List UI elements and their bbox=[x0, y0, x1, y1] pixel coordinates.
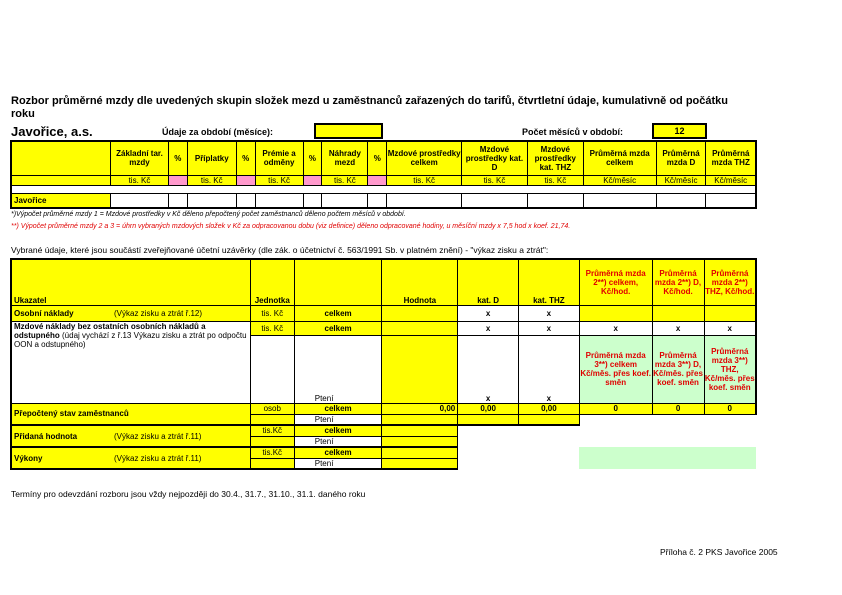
unit-cell: tis. Kč bbox=[387, 175, 462, 185]
data-cell[interactable] bbox=[111, 193, 169, 208]
header-hodnota: Hodnota bbox=[382, 259, 458, 305]
value-cell: 0 bbox=[704, 403, 756, 414]
row-label bbox=[11, 305, 250, 321]
data-cell[interactable] bbox=[462, 193, 528, 208]
header-cell: Základní tar. mzdy bbox=[111, 141, 169, 175]
header-cell: Průměrná mzda celkem bbox=[583, 141, 656, 175]
table-row bbox=[11, 193, 756, 208]
units-row bbox=[11, 175, 756, 185]
header-pm2-celkem: Průměrná mzda 2**) celkem, Kč/hod. bbox=[579, 259, 652, 305]
data-cell[interactable] bbox=[656, 193, 706, 208]
unit-cell: Kč/měsíc bbox=[706, 175, 756, 185]
row-source: (Výkaz zisku a ztrát ř.11) bbox=[114, 453, 202, 463]
unit-cell: tis. Kč bbox=[255, 175, 303, 185]
table-header-row bbox=[11, 141, 756, 175]
header-kat-thz: kat. THZ bbox=[519, 259, 580, 305]
unit-cell: Kč/měsíc bbox=[583, 175, 656, 185]
unit-cell: tis. Kč bbox=[187, 175, 236, 185]
page-title: Rozbor průměrné mzdy dle uvedených skupin složek mezd u zaměstnanců zařazených do tarifů, čtvrtletní údaje, kumulativně od počátku roku bbox=[11, 95, 728, 120]
terms-note: Termíny pro odevzdání rozboru jsou vždy nejpozději do 30.4., 31.7., 31.10., 31.1. daného roku bbox=[11, 489, 366, 499]
header-kat-d: kat. D bbox=[458, 259, 519, 305]
value-cell: 0 bbox=[579, 403, 652, 414]
data-cell[interactable] bbox=[382, 305, 458, 321]
header-pm2-thz: Průměrná mzda 2**) THZ, Kč/hod. bbox=[704, 259, 756, 305]
ptení-label: Ptení bbox=[294, 335, 382, 403]
unit-cell: tis. Kč bbox=[111, 175, 169, 185]
header-cell: % bbox=[168, 141, 187, 175]
row-mzdove: Mzdové náklady bez ostatních osobních nákladů a odstupného bbox=[14, 321, 206, 340]
header-ukazatel: Ukazatel bbox=[11, 259, 250, 305]
unit-cell: tis.Kč bbox=[250, 425, 294, 436]
header-cell: Mzdové prostředky kat. D bbox=[462, 141, 528, 175]
celkem-label: celkem bbox=[294, 321, 382, 335]
note-1: *)Výpočet průměrné mzdy 1 = Mzdové prostředky v Kč děleno přepočtený počet zaměstnanců děleno počtem měsíců v období. bbox=[11, 211, 406, 218]
unit-cell: tis. Kč bbox=[250, 305, 294, 321]
row-pridana: Přidaná hodnota bbox=[14, 431, 78, 441]
table-row bbox=[11, 425, 756, 436]
header-cell: % bbox=[303, 141, 322, 175]
section-title: Vybrané údaje, které jsou součástí zveřejňované účetní uzávěrky (dle zák. o účetnictví č. 563/1991 Sb. v platném znění) - "výkaz zisku a ztrát": bbox=[11, 245, 549, 255]
row-source: (údaj vychází z ř.13 Výkazu zisku a ztrát po odpočtu OON a odstupného) bbox=[14, 330, 247, 349]
x-mark: x bbox=[704, 321, 756, 335]
header-cell: Náhrady mezd bbox=[322, 141, 368, 175]
table-header-row bbox=[11, 259, 756, 305]
ptení-label: Ptení bbox=[294, 458, 382, 469]
x-mark: x bbox=[519, 321, 580, 335]
spacer-row bbox=[11, 185, 756, 193]
header-pm2-d: Průměrná mzda 2**) D, Kč/hod. bbox=[652, 259, 704, 305]
x-mark: x bbox=[519, 335, 580, 403]
pm3-thz: Průměrná mzda 3**) THZ, Kč/měs. přes koef. směn bbox=[704, 335, 756, 403]
header-cell: Průměrná mzda D bbox=[656, 141, 706, 175]
header-jednotka: Jednotka bbox=[250, 259, 294, 305]
header-cell: Mzdové prostředky kat. THZ bbox=[527, 141, 583, 175]
data-cell[interactable] bbox=[382, 458, 458, 469]
months-label: Počet měsíců v období: bbox=[522, 127, 624, 137]
row-prepocteny: Přepočtený stav zaměstnanců bbox=[11, 403, 250, 425]
company-name: Javořice, a.s. bbox=[11, 124, 93, 139]
green-block bbox=[579, 447, 756, 469]
unit-cell: tis.Kč bbox=[250, 447, 294, 458]
value-cell[interactable]: 0,00 bbox=[382, 403, 458, 414]
row-label: Javořice bbox=[11, 193, 111, 208]
data-cell[interactable] bbox=[527, 193, 583, 208]
data-cell[interactable] bbox=[583, 193, 656, 208]
unit-cell: Kč/měsíc bbox=[656, 175, 706, 185]
pm3-celkem: Průměrná mzda 3**) celkem Kč/měs. přes koef. směn bbox=[579, 335, 652, 403]
row-source: (Výkaz zisku a ztrát ř.12) bbox=[114, 308, 203, 318]
x-mark: x bbox=[458, 321, 519, 335]
value-cell[interactable]: 0,00 bbox=[519, 403, 580, 414]
data-cell[interactable] bbox=[382, 436, 458, 447]
footer-note: Příloha č. 2 PKS Javořice 2005 bbox=[660, 547, 778, 557]
unit-cell: tis. Kč bbox=[527, 175, 583, 185]
celkem-label: celkem bbox=[294, 425, 382, 436]
data-cell[interactable] bbox=[387, 193, 462, 208]
celkem-label: celkem bbox=[294, 403, 382, 414]
x-mark: x bbox=[458, 305, 519, 321]
data-cell[interactable] bbox=[382, 335, 458, 403]
data-cell[interactable] bbox=[382, 425, 458, 436]
value-cell: 0 bbox=[652, 403, 704, 414]
header-cell: % bbox=[368, 141, 387, 175]
period-input[interactable] bbox=[314, 123, 383, 139]
table-row bbox=[11, 305, 756, 321]
period-label: Údaje za období (měsíce): bbox=[162, 127, 274, 137]
unit-cell: tis. Kč bbox=[322, 175, 368, 185]
celkem-label: celkem bbox=[294, 447, 382, 458]
data-cell[interactable] bbox=[303, 193, 322, 208]
pm3-d: Průměrná mzda 3**) D, Kč/měs. přes koef. směn bbox=[652, 335, 704, 403]
unit-cell: tis. Kč bbox=[462, 175, 528, 185]
x-mark: x bbox=[519, 305, 580, 321]
row-vykony: Výkony bbox=[14, 453, 43, 463]
x-mark: x bbox=[458, 335, 519, 403]
data-cell[interactable] bbox=[382, 321, 458, 335]
data-cell[interactable] bbox=[382, 447, 458, 458]
data-cell[interactable] bbox=[706, 193, 756, 208]
table-row bbox=[11, 447, 756, 458]
header-cell: Příplatky bbox=[187, 141, 236, 175]
row-source: (Výkaz zisku a ztrát ř.11) bbox=[114, 431, 202, 441]
value-cell[interactable]: 0,00 bbox=[458, 403, 519, 414]
note-2: **) Výpočet průměrné mzdy 2 a 3 = úhrn vybraných mzdových složek v Kč za odpracovanou dobu (viz definice) děleno odpracované hodiny, u měsíční mzdy x 7,5 hod x koef. 21,74. bbox=[11, 223, 571, 230]
row-label bbox=[11, 321, 250, 403]
ptení-label: Ptení bbox=[294, 436, 382, 447]
data-cell[interactable] bbox=[236, 193, 255, 208]
unit-cell: osob bbox=[250, 403, 294, 414]
data-cell[interactable] bbox=[187, 193, 236, 208]
data-cell[interactable] bbox=[368, 193, 387, 208]
unit-cell: tis. Kč bbox=[250, 321, 294, 335]
header-cell: Mzdové prostředky celkem bbox=[387, 141, 462, 175]
table-row bbox=[11, 321, 756, 335]
row-label bbox=[11, 447, 250, 469]
header-cell: % bbox=[236, 141, 255, 175]
ptení-label: Ptení bbox=[294, 414, 382, 425]
data-cell[interactable] bbox=[322, 193, 368, 208]
data-cell[interactable] bbox=[255, 193, 303, 208]
months-value[interactable]: 12 bbox=[652, 123, 707, 139]
table-row bbox=[11, 403, 756, 414]
celkem-label: celkem bbox=[294, 305, 382, 321]
data-cell[interactable] bbox=[168, 193, 187, 208]
header-cell: Průměrná mzda THZ bbox=[706, 141, 756, 175]
row-osobni: Osobní náklady bbox=[14, 308, 74, 318]
accounts-table bbox=[10, 258, 757, 470]
data-cell[interactable] bbox=[382, 414, 458, 425]
x-mark: x bbox=[652, 321, 704, 335]
x-mark: x bbox=[579, 321, 652, 335]
wage-table bbox=[10, 140, 757, 209]
header-cell: Prémie a odměny bbox=[255, 141, 303, 175]
row-label bbox=[11, 425, 250, 447]
